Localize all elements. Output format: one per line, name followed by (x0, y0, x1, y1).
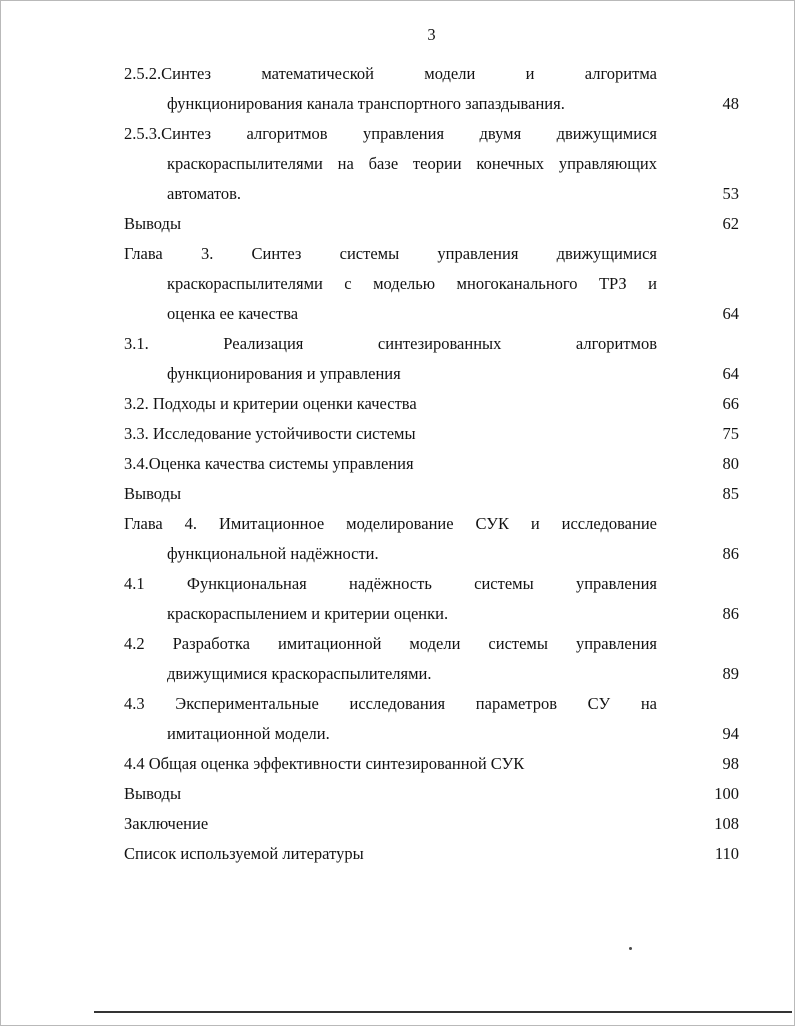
toc-entries (124, 59, 739, 869)
entry-line: имитационной модели. (167, 724, 330, 743)
entry-line: 2.5.3.Синтез алгоритмов управления двумя движущимися (124, 124, 657, 143)
entry-text (124, 449, 657, 479)
entry-line: Выводы (124, 484, 182, 503)
entry-page-number: 98 (722, 754, 739, 773)
toc-entry (124, 839, 739, 869)
entry-line: движущимися краскораспылителями. (167, 664, 432, 683)
entry-line: краскораспылителями с моделью многоканального ТРЗ и (167, 274, 657, 293)
entry-page-number: 75 (722, 424, 739, 443)
scan-speck (629, 947, 632, 950)
entry-page-number: 100 (714, 784, 739, 803)
entry-page-number: 64 (722, 364, 739, 383)
entry-text (124, 749, 657, 779)
toc-entry (124, 749, 739, 779)
entry-page-number: 110 (714, 844, 739, 863)
entry-line: 3.3. Исследование устойчивости системы (124, 424, 416, 443)
entry-text (124, 629, 657, 689)
entry-text (124, 329, 657, 389)
entry-line: 4.1 Функциональная надёжность системы управления (124, 574, 657, 593)
entry-line: Глава 4. Имитационное моделирование СУК и исследование (124, 514, 657, 533)
entry-page-number: 64 (722, 304, 739, 323)
entry-page-number: 89 (722, 664, 739, 683)
entry-line: Выводы (124, 214, 182, 233)
entry-line: 4.4 Общая оценка эффективности синтезированной СУК (124, 754, 525, 773)
entry-line: краскораспылением и критерии оценки. (167, 604, 449, 623)
entry-page-number: 86 (722, 544, 739, 563)
entry-line: функционирования и управления (167, 364, 401, 383)
toc-entry (124, 59, 739, 119)
entry-line: 4.3 Экспериментальные исследования параметров СУ на (124, 694, 657, 713)
entry-line: краскораспылителями на базе теории конечных управляющих (167, 154, 657, 173)
toc-entry (124, 509, 739, 569)
entry-line: Заключение (124, 814, 209, 833)
entry-text (124, 779, 657, 809)
toc-entry (124, 809, 739, 839)
entry-text (124, 569, 657, 629)
entry-text (124, 239, 657, 329)
toc-entry (124, 119, 739, 209)
entry-line: Список используемой литературы (124, 844, 364, 863)
entry-page-number: 85 (722, 484, 739, 503)
entry-line: 2.5.2.Синтез математической модели и алгоритма (124, 64, 657, 83)
entry-line: 3.1. Реализация синтезированных алгоритмов (124, 334, 657, 353)
entry-page-number: 86 (722, 604, 739, 623)
entry-text (124, 389, 657, 419)
entry-page-number: 108 (714, 814, 739, 833)
entry-text (124, 59, 657, 119)
entry-text (124, 809, 657, 839)
toc-entry (124, 209, 739, 239)
entry-line: 3.2. Подходы и критерии оценки качества (124, 394, 417, 413)
entry-page-number: 94 (722, 724, 739, 743)
entry-line: функционирования канала транспортного запаздывания. (167, 94, 565, 113)
toc-entry (124, 329, 739, 389)
entry-text (124, 839, 657, 869)
entry-page-number: 66 (722, 394, 739, 413)
toc-entry (124, 479, 739, 509)
entry-text (124, 419, 657, 449)
page-number: 3 (427, 25, 436, 44)
scan-bottom-edge (94, 1011, 792, 1013)
entry-text (124, 209, 657, 239)
entry-line: 4.2 Разработка имитационной модели системы управления (124, 634, 657, 653)
entry-page-number: 80 (722, 454, 739, 473)
toc-entry (124, 389, 739, 419)
toc-entry (124, 689, 739, 749)
entry-page-number: 62 (722, 214, 739, 233)
toc-entry (124, 569, 739, 629)
toc-entry (124, 449, 739, 479)
entry-text (124, 479, 657, 509)
entry-line: оценка ее качества (167, 304, 299, 323)
entry-line: функциональной надёжности. (167, 544, 379, 563)
entry-line: автоматов. (167, 184, 242, 203)
entry-line: 3.4.Оценка качества системы управления (124, 454, 414, 473)
toc-entry (124, 779, 739, 809)
toc-entry (124, 419, 739, 449)
toc-entry (124, 629, 739, 689)
entry-text (124, 509, 657, 569)
toc-entry (124, 239, 739, 329)
entry-text (124, 689, 657, 749)
entry-text (124, 119, 657, 209)
entry-page-number: 48 (722, 94, 739, 113)
entry-page-number: 53 (722, 184, 739, 203)
entry-line: Глава 3. Синтез системы управления движущимися (124, 244, 657, 263)
entry-line: Выводы (124, 784, 182, 803)
